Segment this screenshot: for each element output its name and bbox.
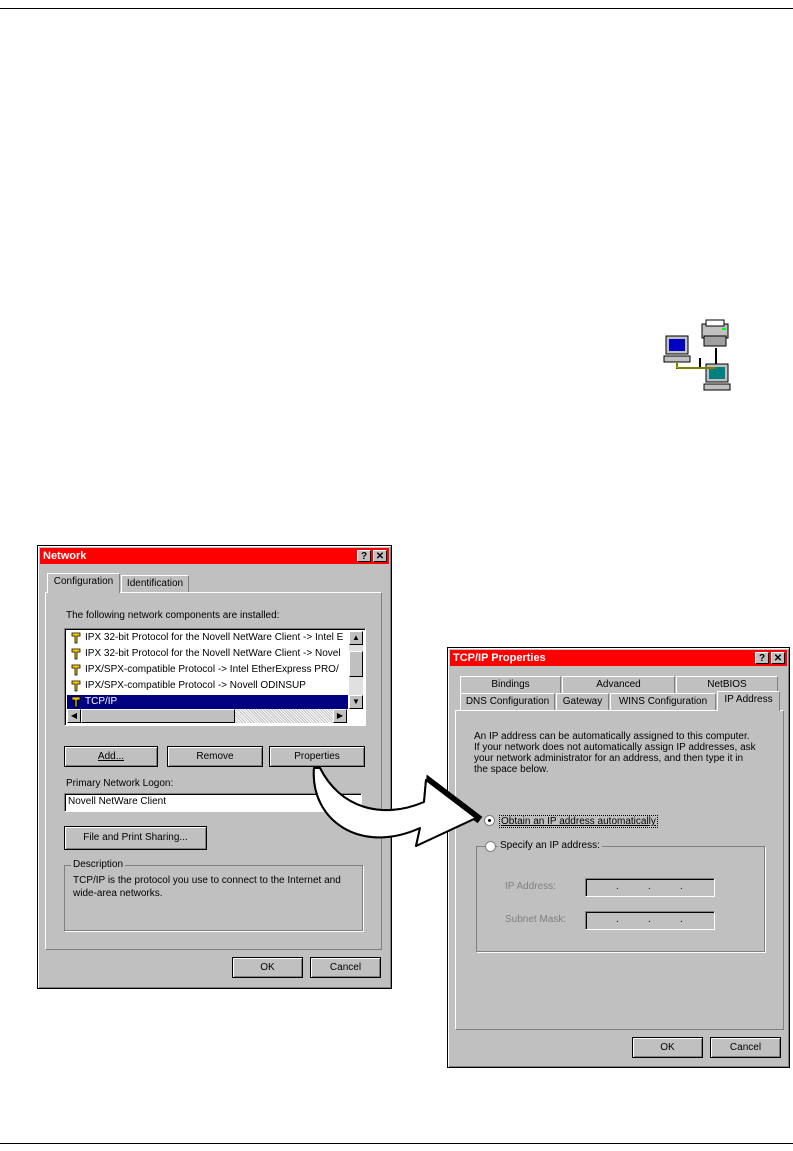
properties-button-label: Properties bbox=[294, 751, 340, 762]
curved-arrow-icon bbox=[300, 760, 500, 860]
ip-address-field[interactable] bbox=[585, 878, 715, 897]
tcpip-cancel-button[interactable] bbox=[710, 1037, 781, 1058]
tab-ip-address-label: IP Address bbox=[724, 694, 773, 705]
list-item-label: IPX 32-bit Protocol for the Novell NetWare Client -> Intel E bbox=[85, 632, 344, 643]
scroll-right-icon[interactable]: ▶ bbox=[333, 709, 347, 723]
tcpip-ok-button[interactable] bbox=[632, 1037, 703, 1058]
ok-label: OK bbox=[660, 1042, 675, 1053]
help-button[interactable]: ? bbox=[755, 652, 769, 664]
ip-dot: . bbox=[616, 914, 619, 925]
description-text: TCP/IP is the protocol you use to connect to the Internet and wide-area networks. bbox=[73, 875, 341, 899]
ip-address-panel bbox=[455, 710, 784, 1030]
specify-ip-group bbox=[476, 840, 765, 952]
info-text-1: An IP address can be automatically assigned to this computer. bbox=[474, 731, 750, 742]
bottom-rule bbox=[0, 1143, 793, 1144]
subnet-mask-field[interactable] bbox=[585, 911, 715, 930]
tab-bindings-label: Bindings bbox=[491, 679, 530, 690]
info-text-3: your network administrator for an address, and then type it in bbox=[474, 753, 744, 764]
top-rule bbox=[0, 8, 793, 9]
cancel-label: Cancel bbox=[729, 1042, 762, 1053]
description-label: Description bbox=[73, 859, 124, 870]
protocol-icon bbox=[70, 680, 82, 692]
specify-ip-label[interactable]: Specify an IP address: bbox=[500, 840, 600, 851]
logon-value: Novell NetWare Client bbox=[68, 796, 166, 807]
list-item-label: IPX/SPX-compatible Protocol -> Novell ODINSUP bbox=[85, 680, 306, 691]
ok-label: OK bbox=[260, 962, 275, 973]
remove-button-label: Remove bbox=[196, 751, 234, 762]
tab-gateway-label: Gateway bbox=[562, 696, 603, 707]
file-print-sharing-label: File and Print Sharing... bbox=[83, 832, 188, 843]
ip-dot: . bbox=[680, 914, 683, 925]
scroll-thumb-horizontal[interactable] bbox=[81, 709, 235, 723]
vertical-scrollbar[interactable] bbox=[349, 631, 363, 709]
tab-identification[interactable] bbox=[121, 575, 189, 592]
scroll-left-icon[interactable]: ◀ bbox=[67, 709, 81, 723]
tab-configuration[interactable] bbox=[47, 573, 120, 593]
cancel-label: Cancel bbox=[329, 962, 362, 973]
list-item[interactable] bbox=[67, 631, 348, 645]
tab-advanced-label: Advanced bbox=[596, 679, 641, 690]
list-item[interactable] bbox=[67, 647, 348, 661]
tab-gateway[interactable] bbox=[556, 693, 609, 710]
list-item[interactable] bbox=[67, 663, 348, 677]
help-button[interactable]: ? bbox=[357, 550, 371, 562]
network-title: Network bbox=[43, 550, 87, 562]
scroll-down-icon[interactable]: ▼ bbox=[349, 695, 363, 709]
add-button[interactable] bbox=[64, 746, 158, 767]
network-cancel-button[interactable] bbox=[310, 957, 381, 978]
ip-address-label: IP Address: bbox=[505, 881, 556, 892]
tab-wins-label: WINS Configuration bbox=[618, 696, 708, 707]
tab-wins-configuration[interactable] bbox=[610, 693, 716, 710]
tab-dns-configuration[interactable] bbox=[460, 693, 555, 710]
protocol-icon bbox=[70, 664, 82, 676]
scroll-up-icon[interactable]: ▲ bbox=[349, 631, 363, 645]
protocol-icon bbox=[70, 648, 82, 660]
tab-bindings[interactable] bbox=[460, 676, 561, 693]
protocol-icon bbox=[70, 696, 82, 708]
ip-dot: . bbox=[616, 881, 619, 892]
ip-dot: . bbox=[648, 914, 651, 925]
tab-ip-address[interactable] bbox=[717, 691, 780, 711]
remove-button[interactable] bbox=[167, 746, 263, 767]
close-button[interactable]: ✕ bbox=[373, 550, 387, 562]
subnet-mask-label: Subnet Mask: bbox=[505, 914, 567, 925]
tab-netbios-label: NetBIOS bbox=[707, 679, 747, 690]
tab-advanced[interactable] bbox=[562, 676, 675, 693]
network-title-bar[interactable] bbox=[40, 548, 389, 564]
list-item-selected[interactable] bbox=[67, 695, 348, 709]
info-text-2: If your network does not automatically assign IP addresses, ask bbox=[474, 742, 756, 753]
list-item-label: TCP/IP bbox=[85, 696, 118, 707]
close-button[interactable]: ✕ bbox=[771, 652, 785, 664]
components-label: The following network components are installed: bbox=[66, 610, 280, 621]
tcpip-title-bar[interactable] bbox=[450, 650, 787, 666]
ip-dot: . bbox=[648, 881, 651, 892]
protocol-icon bbox=[70, 632, 82, 644]
tab-dns-label: DNS Configuration bbox=[465, 696, 550, 707]
tab-identification-label: Identification bbox=[126, 578, 184, 589]
network-ok-button[interactable] bbox=[232, 957, 303, 978]
network-computers-icon bbox=[660, 318, 740, 394]
list-item[interactable] bbox=[67, 679, 348, 693]
list-item-label: IPX/SPX-compatible Protocol -> Intel EtherExpress PRO/ bbox=[85, 664, 339, 675]
add-button-label: Add... bbox=[97, 751, 125, 762]
components-list[interactable] bbox=[64, 628, 366, 726]
scroll-thumb[interactable] bbox=[349, 651, 363, 677]
info-text-4: the space below. bbox=[474, 764, 549, 775]
tcpip-title: TCP/IP Properties bbox=[453, 652, 546, 664]
list-item-label: IPX 32-bit Protocol for the Novell NetWare Client -> Novel bbox=[85, 648, 341, 659]
horizontal-scrollbar[interactable] bbox=[67, 709, 347, 723]
file-print-sharing-button[interactable] bbox=[64, 826, 207, 850]
description-group bbox=[64, 859, 363, 931]
ip-dot: . bbox=[680, 881, 683, 892]
tab-configuration-label: Configuration bbox=[53, 576, 114, 587]
obtain-ip-label[interactable]: Obtain an IP address automatically bbox=[501, 816, 656, 827]
logon-label: Primary Network Logon: bbox=[66, 778, 174, 789]
